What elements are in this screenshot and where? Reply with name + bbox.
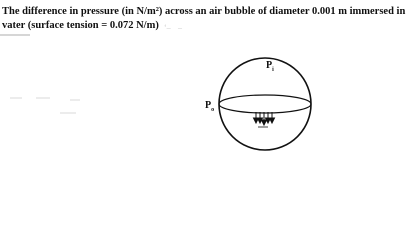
inside-pressure-label <box>266 60 274 73</box>
surface-tension-arrows <box>254 112 275 127</box>
ghost-mark <box>60 112 76 114</box>
smudge <box>0 34 30 36</box>
equator-ellipse <box>219 95 311 113</box>
faint-mark: ‘– <box>164 23 171 32</box>
question-line-2: vater (surface tension = 0.072 N/m) <box>2 20 159 31</box>
inside-pressure-subscript: i <box>272 67 274 73</box>
ghost-mark <box>36 97 50 99</box>
outside-pressure-subscript: o <box>211 107 215 113</box>
question-text <box>2 5 418 33</box>
ghost-mark <box>10 97 22 99</box>
outside-pressure-label <box>205 100 214 113</box>
outside-pressure-symbol: P <box>205 100 212 111</box>
bubble-circle <box>219 58 311 150</box>
faint-mark: – <box>178 23 182 32</box>
ghost-mark <box>70 99 80 101</box>
question-line-1: The difference in pressure (in N/m²) across an air bubble of diameter 0.001 m immersed in <box>2 6 406 17</box>
bubble-figure <box>200 56 330 156</box>
inside-pressure-symbol: P <box>266 60 273 71</box>
bubble-diagram <box>200 56 330 156</box>
